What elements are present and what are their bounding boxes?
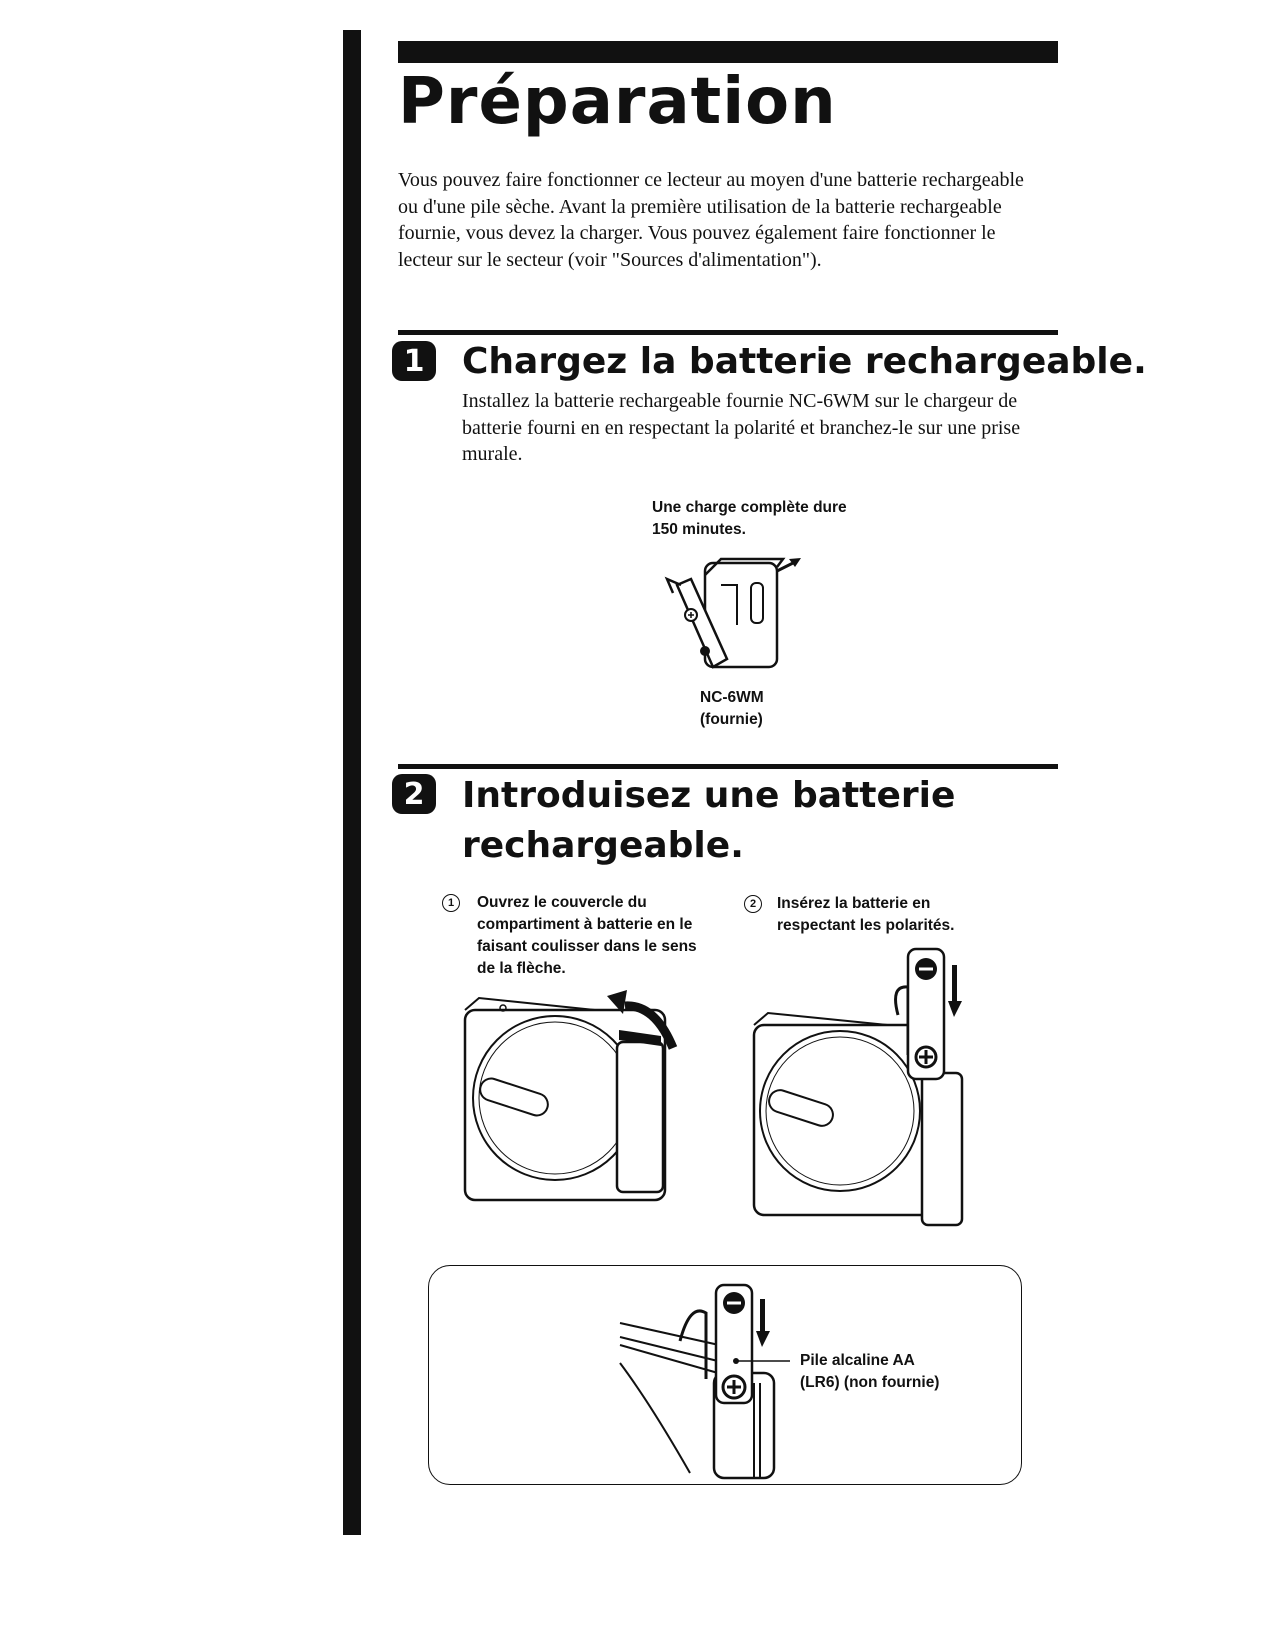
charge-time-line2: 150 minutes. <box>652 521 746 538</box>
page-title: Préparation <box>398 65 837 139</box>
charger-caption <box>700 687 764 731</box>
sub-step1-text: Ouvrez le couvercle du compartiment à batterie en le faisant coulisser dans le sens de la flèche. <box>477 894 697 977</box>
left-margin-bar <box>343 30 361 1535</box>
alkaline-battery-supplied: (LR6) (non fournie) <box>800 1374 940 1391</box>
step1-badge: 1 <box>392 341 436 381</box>
sub-step2-text: Insérez la batterie en respectant les polarités. <box>777 895 955 934</box>
sub-step1-marker: 1 <box>442 894 460 912</box>
charger-model: NC-6WM <box>700 689 764 706</box>
step2-badge: 2 <box>392 774 436 814</box>
alkaline-battery-caption <box>800 1350 939 1394</box>
step1-rule <box>398 330 1058 335</box>
sub-step2-marker: 2 <box>744 895 762 913</box>
title-rule <box>398 41 1058 63</box>
step1-body: Installez la batterie rechargeable fournie NC-6WM sur le chargeur de batterie fourni en en respectant la polarité et branchez-le sur une prise murale. <box>462 390 1021 465</box>
charge-time-line1: Une charge complète dure <box>652 499 847 516</box>
player-lid-open-illustration <box>455 990 695 1210</box>
alkaline-battery-illustration <box>620 1283 800 1478</box>
alkaline-battery-type: Pile alcaline AA <box>800 1352 915 1369</box>
step1-title: Chargez la batterie rechargeable. <box>462 341 1147 382</box>
charger-supplied: (fournie) <box>700 711 763 728</box>
intro-paragraph: Vous pouvez faire fonctionner ce lecteur au moyen d'une batterie rechargeable ou d'une pile sèche. Avant la première utilisation de la batterie rechargeable fournie, vous devez la charger. Vous pouvez également faire fonctionner le lecteur sur le secteur (voir "Sources d'alimentation"). <box>398 169 1024 271</box>
step2-title-line1: Introduisez une batterie <box>462 775 956 816</box>
charge-time-caption <box>652 497 847 541</box>
step2-title-line2: rechargeable. <box>462 825 744 866</box>
player-battery-insert-illustration <box>748 945 988 1235</box>
step2-rule <box>398 764 1058 769</box>
charger-illustration <box>665 555 805 680</box>
